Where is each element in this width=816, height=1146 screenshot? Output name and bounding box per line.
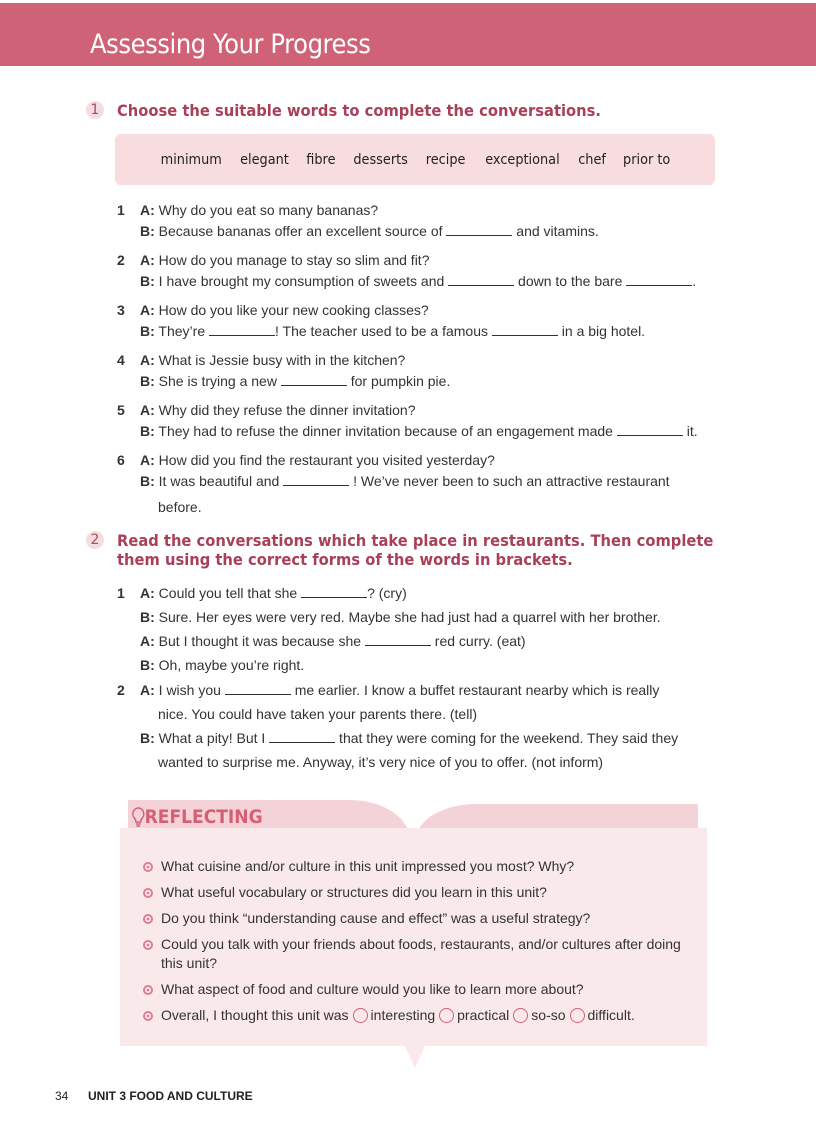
speaker-label: A: [140,402,155,418]
answer-blank[interactable] [209,324,275,336]
option-label: so-so [531,1007,566,1023]
word-bank-word: chef [577,151,606,168]
line-text: It was beautiful and [158,473,284,489]
reflecting-item [143,857,703,876]
reflecting-item [143,909,703,928]
speaker-label: A: [140,585,155,601]
lightbulb-icon [132,807,145,827]
line-text: it. [682,423,698,439]
line-text: ! We’ve never been to such an attractive restaurant [349,473,670,489]
line-text: that they were coming for the weekend. They said they [335,730,679,746]
option-radio[interactable] [439,1008,454,1023]
line-text: Oh, maybe you’re right. [158,657,305,673]
line-text: nice. You could have taken your parents there. (tell) [158,706,478,722]
reflecting-heading [132,806,263,828]
line-text: me earlier. I know a buffet restaurant nearby which is really [290,682,660,698]
line-text: What is Jessie busy with in the kitchen? [158,352,406,368]
reflecting-item [143,883,703,902]
word-bank-word: fibre [306,151,336,168]
word-bank-word: elegant [240,151,290,168]
reflecting-text: Do you think “understanding cause and effect” was a useful strategy? [161,910,591,926]
exercise-item [117,581,661,677]
exercise-item [117,250,696,292]
answer-blank[interactable] [617,424,683,436]
speaker-label: B: [140,730,155,746]
dialogue-line [140,678,678,702]
line-text: and vitamins. [512,223,599,239]
answer-blank[interactable] [281,374,347,386]
dialogue-line [140,371,450,392]
item-number: 1 [117,585,125,601]
dialogue-line [140,471,670,492]
reflecting-text: Could you talk with your friends about foods, restaurants, and/or cultures after doing this unit? [161,936,681,971]
word-bank-word: exceptional [484,151,560,168]
line-text: ! The teacher used to be a famous [275,323,492,339]
exercise-item [117,678,678,774]
line-text: They had to refuse the dinner invitation because of an engagement made [158,423,617,439]
dialogue-line [140,350,450,371]
option-label: difficult. [587,1007,635,1023]
option-label: interesting [370,1007,436,1023]
item-number: 6 [117,452,125,468]
speaker-label: B: [140,273,155,289]
answer-blank[interactable] [225,683,291,695]
speaker-label: B: [140,373,155,389]
speaker-label: A: [140,202,155,218]
line-text: for pumpkin pie. [346,373,451,389]
line-text: Sure. Her eyes were very red. Maybe she had just had a quarrel with her brother. [158,609,661,625]
speaker-label: B: [140,423,155,439]
answer-blank[interactable] [365,634,431,646]
reflecting-item-overall [143,1006,703,1025]
line-text: Why do you eat so many bananas? [158,202,379,218]
speaker-label: A: [140,452,155,468]
bullet-icon [143,862,153,872]
word-bank-word: prior to [622,151,670,168]
speaker-label: B: [140,657,155,673]
line-text: How do you like your new cooking classes? [158,302,429,318]
page-number: 34 [55,1089,69,1103]
line-text: How do you manage to stay so slim and fit? [158,252,430,268]
dialogue-line [140,605,661,629]
line-text: Could you tell that she [158,585,302,601]
dialogue-line [140,581,661,605]
dialogue-line [140,321,645,342]
dialogue-line [140,300,645,321]
line-text: down to the bare [514,273,627,289]
speaker-label: A: [140,352,155,368]
bullet-icon [143,914,153,924]
dialogue-line [140,421,698,442]
section-1-number: 1 [86,101,104,119]
reflecting-list [143,857,703,1032]
line-text: ? (cry) [367,585,407,601]
line-text: red curry. (eat) [430,633,526,649]
exercise-item [117,200,599,242]
speaker-label: A: [140,302,155,318]
speaker-label: A: [140,682,155,698]
unit-label: UNIT 3 FOOD AND CULTURE [88,1089,253,1103]
item-number: 2 [117,252,125,268]
line-text: I have brought my consumption of sweets and [158,273,449,289]
exercise-item [117,350,450,392]
speaker-label: B: [140,223,155,239]
header-band [0,3,816,66]
answer-blank[interactable] [448,274,514,286]
speaker-label: B: [140,473,155,489]
answer-blank[interactable] [626,274,692,286]
word-bank-word: desserts [353,151,409,168]
word-bank-word: minimum [160,151,222,168]
overall-prefix: Overall, I thought this unit was [161,1007,349,1023]
bullet-icon [143,940,153,950]
line-text: But I thought it was because she [158,633,365,649]
option-radio[interactable] [353,1008,368,1023]
speaker-label: B: [140,323,155,339]
reflecting-title: REFLECTING [144,806,263,828]
item-number: 4 [117,352,125,368]
line-text: She is trying a new [158,373,281,389]
exercise-item [117,300,645,342]
dialogue-line [140,271,696,292]
dialogue-line [140,221,599,242]
answer-blank[interactable] [269,731,335,743]
dialogue-line [140,629,661,653]
dialogue-line [158,497,670,518]
dialogue-line [158,750,678,774]
reflecting-text: What aspect of food and culture would you like to learn more about? [161,981,584,997]
option-radio[interactable] [513,1008,528,1023]
line-text: . [692,273,697,289]
speaker-label: A: [140,633,155,649]
line-text: Because bananas offer an excellent source of [158,223,447,239]
reflecting-notch [405,1046,425,1068]
line-text: Why did they refuse the dinner invitation? [158,402,416,418]
answer-blank[interactable] [446,224,512,236]
dialogue-line [140,400,698,421]
line-text: I wish you [158,682,225,698]
line-text: before. [158,499,202,515]
section-2-heading: Read the conversations which take place in restaurants. Then complete them using the correct forms of the words in brackets. [117,531,714,569]
answer-blank[interactable] [492,324,558,336]
dialogue-line [140,653,661,677]
item-number: 2 [117,682,125,698]
page-title: Assessing Your Progress [90,29,371,60]
answer-blank[interactable] [301,586,367,598]
line-text: What a pity! But I [158,730,270,746]
section-2-number: 2 [86,531,104,549]
item-number: 3 [117,302,125,318]
bullet-icon [143,985,153,995]
reflecting-item [143,935,703,973]
line-text: in a big hotel. [557,323,646,339]
answer-blank[interactable] [283,474,349,486]
dialogue-line [140,726,678,750]
exercise-item [117,450,670,518]
line-text: How did you find the restaurant you visited yesterday? [158,452,495,468]
exercise-item [117,400,698,442]
word-bank [115,134,715,185]
dialogue-line [140,450,670,471]
line-text: wanted to surprise me. Anyway, it’s very nice of you to offer. (not inform) [158,754,604,770]
dialogue-line [158,702,678,726]
item-number: 5 [117,402,125,418]
reflecting-item [143,980,703,999]
item-number: 1 [117,202,125,218]
bullet-icon [143,888,153,898]
section-1-heading: Choose the suitable words to complete the conversations. [117,101,602,120]
dialogue-line [140,250,696,271]
reflecting-text: What useful vocabulary or structures did you learn in this unit? [161,884,547,900]
option-label: practical [457,1007,510,1023]
bullet-icon [143,1011,153,1021]
reflecting-text: What cuisine and/or culture in this unit impressed you most? Why? [161,858,575,874]
option-radio[interactable] [570,1008,585,1023]
word-bank-word: recipe [426,151,466,168]
speaker-label: B: [140,609,155,625]
line-text: They’re [158,323,209,339]
speaker-label: A: [140,252,155,268]
dialogue-line [140,200,599,221]
